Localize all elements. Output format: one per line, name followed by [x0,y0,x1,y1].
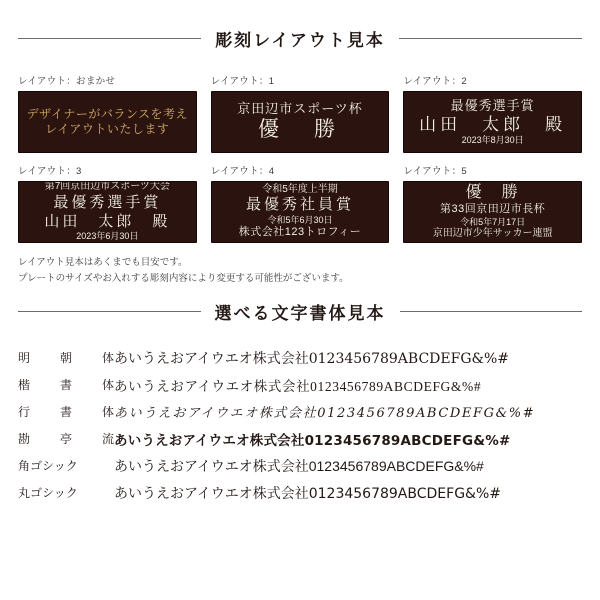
plate-line: 令和5年度上半期 [262,183,338,195]
header-rule-left [18,311,201,312]
layout-section-header [18,0,582,51]
font-sample-row [18,371,582,398]
font-sample-row [18,398,582,425]
font-sample-row [18,452,582,479]
font-name-char: 楷 [18,378,31,393]
plate-line: 2023年6月30日 [76,231,139,242]
font-name-mincho [18,349,114,366]
font-name-char: 亭 [59,432,72,447]
plate-line: 第7回京田辺市スポーツ大会 [44,181,170,193]
font-sample-row [18,425,582,452]
font-sample-text: あいうえおアイウエオ株式会社0123456789ABCDEFG&%# [114,485,501,502]
layout-sample-cell [211,163,390,243]
font-name-char: 明 [18,351,31,366]
plate-line: 株式会社123トロフィー [238,226,362,239]
font-sample-table [18,344,582,506]
font-sample-text: あいうえおアイウエオ株式会社0123456789ABCDEFG&%# [114,378,482,394]
layout-sample-label: レイアウト：1 [210,76,275,87]
engraving-plate [18,181,197,243]
plate-line: 京田辺市少年サッカー連盟 [432,228,553,240]
plate-line: 京田辺市スポーツ杯 [237,100,363,116]
layout-section-title: 彫刻レイアウト見本 [215,31,385,50]
plate-line: 最優秀選手賞 [450,97,535,113]
font-sample-text: あいうえおアイウエオ株式会社0123456789ABCDEFG&%# [114,432,511,449]
plate-line: 最優秀社員賞 [245,196,354,214]
plate-line: レイアウトいたします [45,122,170,136]
header-rule-right [400,311,583,312]
header-rule-left [18,38,201,39]
font-sample-text: あいうえおアイウエオ株式会社0123456789ABCDEFG&%# [114,350,510,367]
header-rule-right [399,38,582,39]
note-line: プレートのサイズやお入れする彫刻内容により変更する可能性がございます。 [18,273,349,285]
engraving-plate [403,181,582,243]
layout-notes [18,255,582,287]
note-line: レイアウト見本はあくまでも目安です。 [18,257,188,268]
font-name-char: 行 [18,405,31,420]
layout-sample-cell [18,73,197,153]
layout-sample-cell [403,73,582,153]
font-sample-text: あいうえおアイウエオ株式会社0123456789ABCDEFG&%# [114,457,484,474]
font-name-kaku-gothic [18,457,114,474]
plate-line: 2023年8月30日 [461,135,524,146]
font-name-char: 流 [101,432,114,447]
layout-sample-cell [211,73,390,153]
layout-sample-cell [18,163,197,243]
layout-sample-label: レイアウト：3 [18,166,82,177]
font-name-kanteiryu [18,430,114,447]
font-name-char: 丸ゴシック [18,486,78,501]
plate-line: 優 勝 [257,118,342,141]
layout-sample-cell [403,163,582,243]
font-name-char: 角ゴシック [18,459,78,474]
font-name-char: 体 [101,378,114,393]
font-name-char: 書 [59,378,72,393]
engraving-plate [18,91,197,153]
layout-sample-label: レイアウト：5 [403,166,467,177]
plate-line: 令和5年7月17日 [460,217,526,227]
plate-line: 山田 太郎 殿 [44,212,171,230]
font-sample-row [18,479,582,506]
font-name-char: 書 [59,405,72,420]
font-name-gyosho [18,403,114,420]
plate-line: 山田 太郎 殿 [419,114,567,134]
font-name-char: 体 [101,351,114,366]
font-name-char: 勘 [18,432,31,447]
plate-line: デザイナーがバランスを考え [26,107,188,121]
layout-sample-grid [18,73,582,243]
font-sample-row [18,344,582,371]
plate-line: 最優秀選手賞 [53,193,162,211]
font-section-header [18,287,582,324]
font-section-title: 選べる文字書体見本 [214,304,386,324]
plate-line: 第33回京田辺市長杯 [440,203,546,216]
plate-line: 優 勝 [465,184,520,202]
engraving-plate [403,91,582,153]
layout-sample-label: レイアウト：4 [210,166,275,177]
engraving-plate [211,91,390,153]
font-name-maru-gothic [18,484,114,501]
font-name-kaisho [18,376,114,393]
font-name-char: 朝 [59,351,72,366]
layout-sample-label: レイアウト：2 [403,76,467,87]
engraving-plate [211,181,390,243]
plate-line: 令和5年6月30日 [267,215,333,226]
layout-sample-label: レイアウト：おまかせ [18,76,116,87]
font-sample-text: あいうえおアイウエオ株式会社0123456789ABCDEFG&%# [114,406,536,422]
font-name-char: 体 [101,405,114,420]
